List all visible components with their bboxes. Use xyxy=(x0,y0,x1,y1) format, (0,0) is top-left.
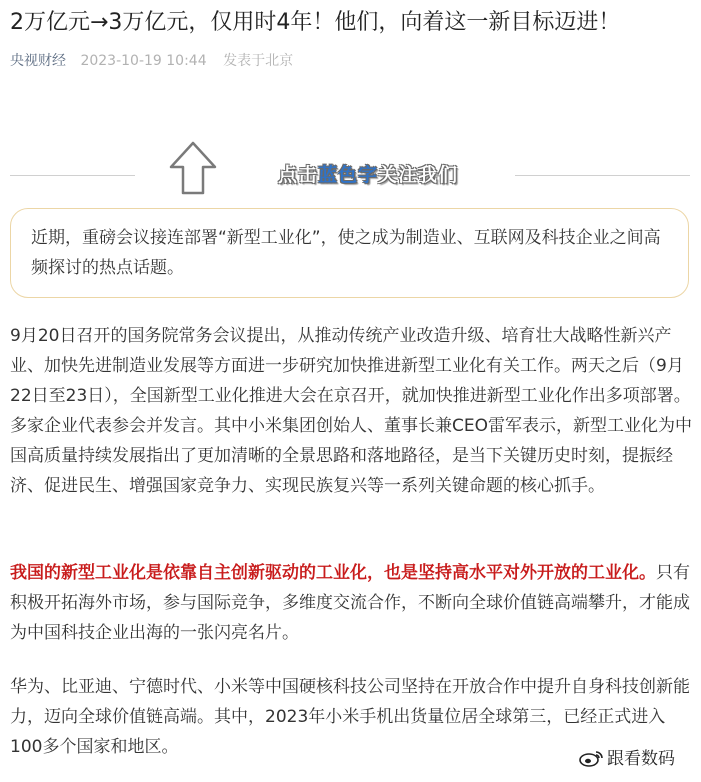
article-source-link[interactable]: 央视财经 xyxy=(10,53,66,69)
follow-banner[interactable] xyxy=(10,140,690,196)
follow-suffix: 关注我们 xyxy=(378,164,459,186)
article-location: 发表于北京 xyxy=(223,53,294,69)
article-meta xyxy=(10,51,293,71)
divider-left xyxy=(10,175,135,176)
article-datetime: 2023-10-19 10:44 xyxy=(80,53,207,69)
body-paragraph-2 xyxy=(10,558,692,648)
emphasis-text: 我国的新型工业化是依靠自主创新驱动的工业化，也是坚持高水平对外开放的工业化。 xyxy=(10,563,656,583)
follow-highlight: 蓝色字 xyxy=(318,164,379,186)
weibo-icon xyxy=(579,749,605,767)
article-title: 2万亿元→3万亿元，仅用时4年！他们，向着这一新目标迈进！ xyxy=(10,10,621,35)
body-paragraph-1: 9月20日召开的国务院常务会议提出，从推动传统产业改造升级、培育壮大战略性新兴产业、加快先进制造业发展等方面进一步研究加快推进新型工业化有关工作。两天之后（9月22日至23日），全国新型工业化推进大会在京召开，就加快推进新型工业化作出多项部署。多家企业代表参会并发言。其中小米集团创始人、董事长兼CEO雷军表示，新型工业化为中国高质量持续发展指出了更加清晰的全景思路和落地路径，是当下关键历史时刻，提振经济、促进民生、增强国家竞争力、实现民族复兴等一系列关键命题的核心抓手。 xyxy=(10,326,692,496)
divider-right xyxy=(515,175,690,176)
watermark xyxy=(567,744,683,774)
up-arrow-icon xyxy=(168,140,218,196)
follow-prefix: 点击 xyxy=(278,164,319,186)
body-paragraph-3: 华为、比亚迪、宁德时代、小米等中国硬核科技公司坚持在开放合作中提升自身科技创新能力，迈向全球价值链高端。其中，2023年小米手机出货量位居全球第三，已经正式进入100多个国家和地区。 xyxy=(10,677,690,757)
paragraph-2-rest: 只有积极开拓海外市场，参与国际竞争，多维度交流合作，不断向全球价值链高端攀升，才能成为中国科技企业出海的一张闪亮名片。 xyxy=(10,563,690,643)
summary-box: 近期，重磅会议接连部署“新型工业化”，使之成为制造业、互联网及科技企业之间高频探讨的热点话题。 xyxy=(10,208,689,298)
follow-hint-text[interactable] xyxy=(278,162,458,188)
watermark-text: 跟看数码 xyxy=(607,749,675,769)
